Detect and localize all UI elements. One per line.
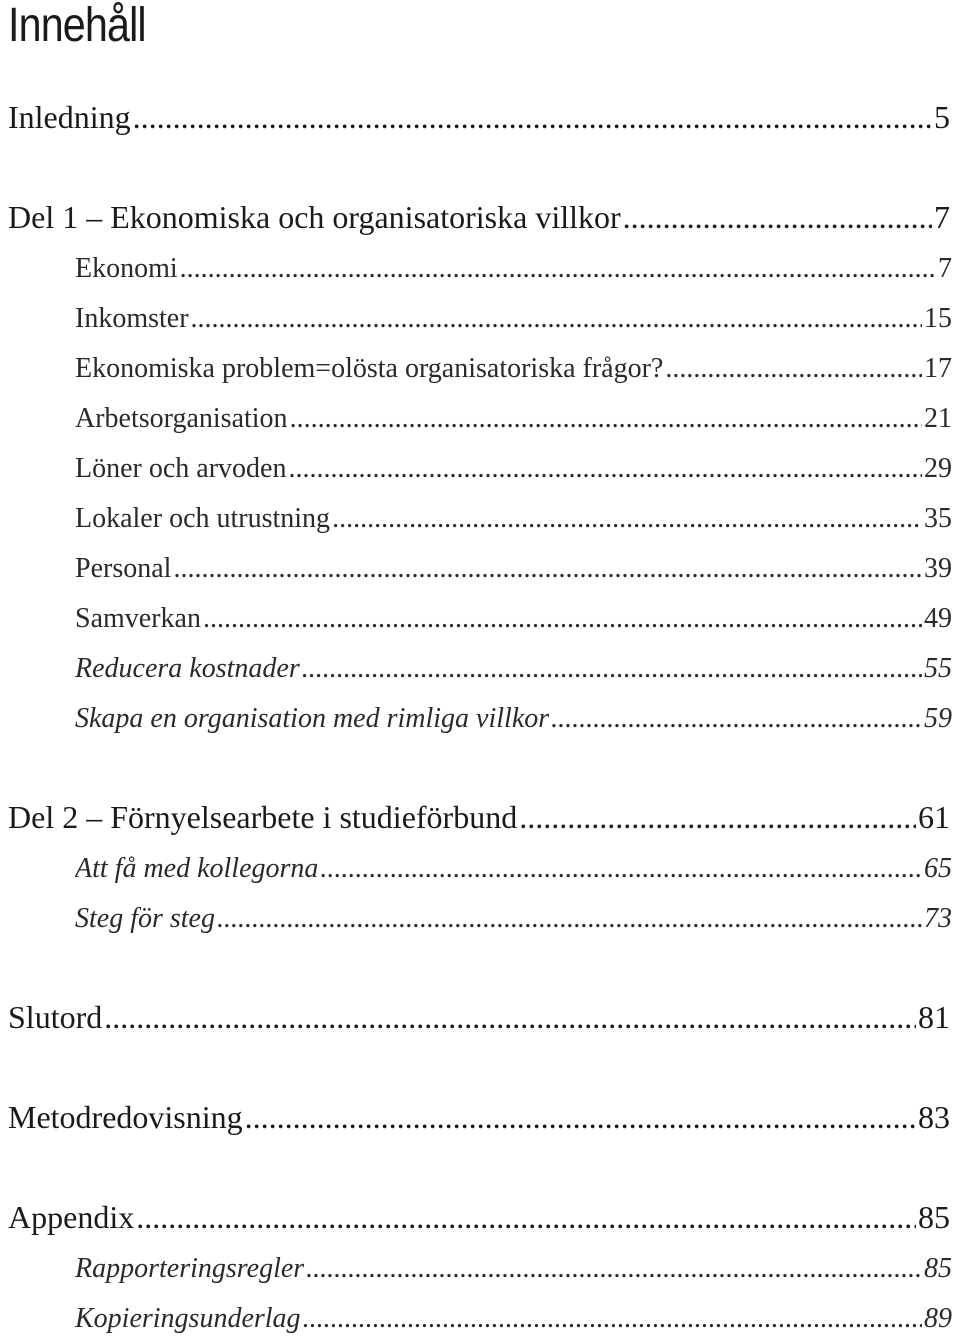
toc-section-entry [75,551,952,587]
toc-section-entry [75,851,952,887]
toc-leader-dots [288,451,922,487]
toc-leader-dots [665,351,922,387]
toc-leader-dots [306,1251,922,1287]
toc-entry-label: Kopieringsunderlag [75,1303,301,1334]
toc-leader-dots [519,797,916,837]
toc-entry-label: Ekonomi [75,253,178,284]
toc-page-number: 7 [934,199,950,235]
toc-entry-label: Ekonomiska problem=olösta organisatoriska frågor? [75,353,664,384]
toc-section-entry [75,501,952,537]
toc-entry-label: Inkomster [75,303,189,334]
toc-page-number: 17 [924,353,952,384]
toc-chapter-entry [8,797,950,837]
toc-page-number: 61 [918,799,950,835]
toc-section-entry [75,401,952,437]
toc-page-number: 55 [924,653,952,684]
toc-page-number: 73 [924,903,952,934]
toc-entry-label: Rapporteringsregler [75,1253,305,1284]
toc-page-number: 7 [938,253,952,284]
page-title: Innehåll [8,0,146,52]
toc-page-number: 39 [924,553,952,584]
toc-section-entry [75,1301,952,1337]
toc-page-number: 49 [924,603,952,634]
toc-section-entry [75,451,952,487]
toc-entry-label: Skapa en organisation med rimliga villkor [75,703,550,734]
toc-chapter-entry [8,997,950,1037]
toc-page-number: 21 [924,403,952,434]
toc-leader-dots [191,301,922,337]
toc-entry-label: Metodredovisning [8,1099,243,1135]
toc-section-entry [75,351,952,387]
toc-entry-label: Löner och arvoden [75,453,287,484]
toc-page-number: 89 [924,1303,952,1334]
toc-entry-label: Samverkan [75,603,201,634]
toc-chapter-entry [8,97,950,137]
toc-entry-label: Arbetsorganisation [75,403,288,434]
toc-leader-dots [290,401,922,437]
toc-section-entry [75,1251,952,1287]
toc-page-number: 85 [924,1253,952,1284]
toc-section-entry [75,301,952,337]
toc-entry-label: Slutord [8,999,103,1035]
toc-page-number: 83 [918,1099,950,1135]
toc-leader-dots [303,1301,922,1337]
toc-entry-label: Del 1 – Ekonomiska och organisatoriska villkor [8,199,621,235]
toc-leader-dots [332,501,922,537]
toc-leader-dots [320,851,922,887]
toc-leader-dots [217,901,922,937]
toc-section-entry [75,251,952,287]
toc-entry-label: Inledning [8,99,131,135]
toc-section-entry [75,901,952,937]
toc-page-number: 15 [924,303,952,334]
toc-leader-dots [203,601,922,637]
toc-section-entry [75,701,952,737]
toc-leader-dots [623,197,932,237]
toc-chapter-entry [8,1197,950,1237]
toc-entry-label: Del 2 – Förnyelsearbete i studieförbund [8,799,518,835]
toc-leader-dots [302,651,922,687]
toc-leader-dots [180,251,936,287]
toc-leader-dots [104,997,916,1037]
toc-page-number: 5 [934,99,950,135]
toc-leader-dots [173,551,922,587]
toc-leader-dots [136,1197,916,1237]
toc-page-number: 65 [924,853,952,884]
toc-page-number: 35 [924,503,952,534]
toc-page-number: 29 [924,453,952,484]
toc-leader-dots [133,97,932,137]
toc-leader-dots [551,701,922,737]
toc-entry-label: Lokaler och utrustning [75,503,331,534]
toc-entry-label: Appendix [8,1199,135,1235]
toc-chapter-entry [8,1097,950,1137]
toc-leader-dots [245,1097,916,1137]
toc-section-entry [75,601,952,637]
toc-page-number: 85 [918,1199,950,1235]
toc-entry-label: Personal [75,553,172,584]
toc-chapter-entry [8,197,950,237]
toc-section-entry [75,651,952,687]
toc-page-number: 81 [918,999,950,1035]
toc-entry-label: Reducera kostnader [75,653,300,684]
toc-entry-label: Att få med kollegorna [75,853,319,884]
toc-page-number: 59 [924,703,952,734]
toc-entry-label: Steg för steg [75,903,215,934]
